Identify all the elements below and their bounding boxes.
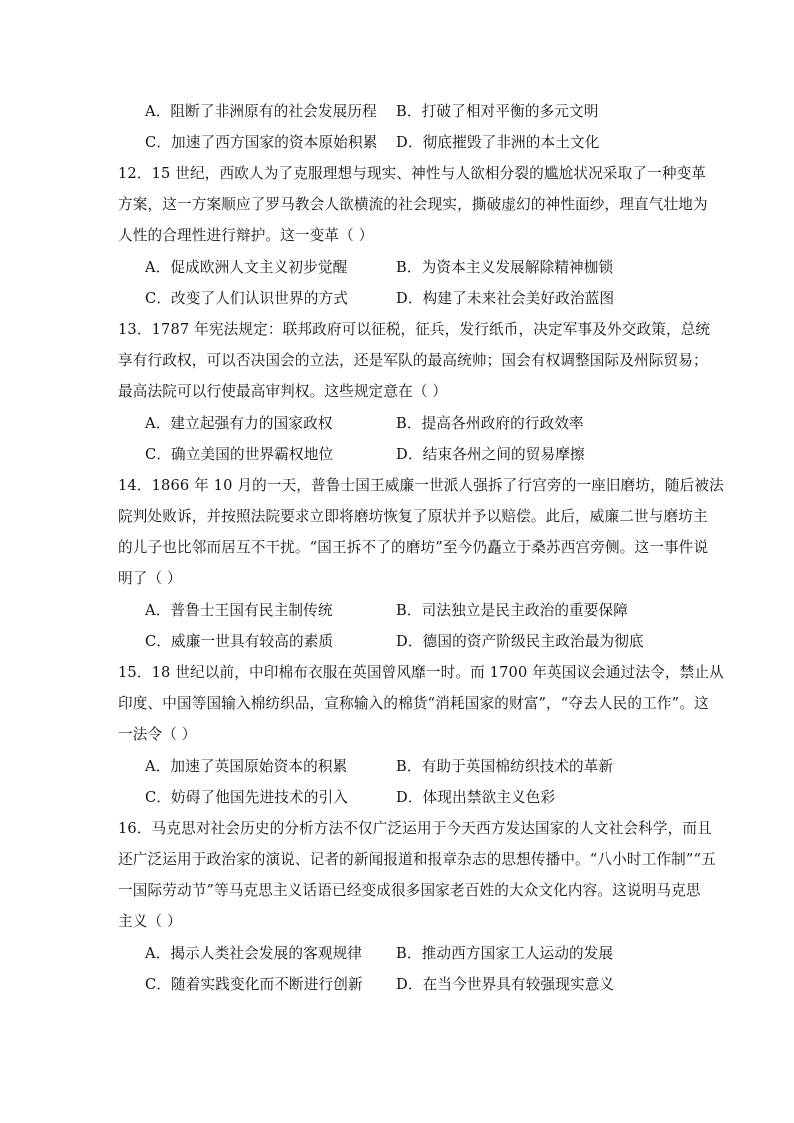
- q15-stem-line: 印度、中国等国输入棉纺织品，宣称输入的棉货“消耗国家的财富”，“夺去人民的工作”。这: [118, 695, 709, 712]
- q16-stem-line: 16．马克思对社会历史的分析方法不仅广泛运用于今天西方发达国家的人文社会科学，而且: [118, 820, 712, 837]
- q16-stem-line: 还广泛运用于政治家的演说、记者的新闻报道和报章杂志的思想传播中。“八小时工作制”“五: [118, 851, 716, 868]
- q13-option-c: C．确立美国的世界霸权地位: [145, 446, 334, 463]
- q13-option-d: D．结束各州之间的贸易摩擦: [396, 446, 585, 463]
- q16-option-a: A．揭示人类社会发展的客观规律: [145, 945, 363, 962]
- q14-option-b: B．司法独立是民主政治的重要保障: [396, 602, 629, 619]
- q16-stem-line: 一国际劳动节”等马克思主义话语已经变成很多国家老百姓的大众文化内容。这说明马克思: [118, 882, 701, 899]
- q12-option-b: B．为资本主义发展解除精神枷锁: [396, 259, 614, 276]
- q11-option-a: A．阻断了非洲原有的社会发展历程: [145, 103, 377, 120]
- q16-option-c: C．随着实践变化而不断进行创新: [145, 976, 363, 993]
- q13-stem-line: 最高法院可以行使最高审判权。这些规定意在（ ）: [118, 383, 448, 400]
- q12-option-c: C．改变了人们认识世界的方式: [145, 290, 348, 307]
- q15-option-b: B．有助于英国棉纺织技术的革新: [396, 758, 614, 775]
- q14-option-a: A．普鲁士王国有民主制传统: [145, 602, 333, 619]
- q13-option-b: B．提高各州政府的行政效率: [396, 415, 584, 432]
- q14-stem-line: 14．1866 年 10 月的一天，普鲁士国王威廉一世派人强拆了行宫旁的一座旧磨坊，随后被法: [118, 477, 724, 494]
- q13-stem-line: 享有行政权，可以否决国会的立法，还是军队的最高统帅；国会有权调整国际及州际贸易；: [118, 352, 708, 369]
- q15-option-c: C．妨碍了他国先进技术的引入: [145, 789, 348, 806]
- q12-option-d: D．构建了未来社会美好政治蓝图: [396, 290, 615, 307]
- q16-option-b: B．推动西方国家工人运动的发展: [396, 945, 614, 962]
- q13-stem-line: 13．1787 年宪法规定：联邦政府可以征税，征兵，发行纸币，决定军事及外交政策，总统: [118, 321, 711, 338]
- q14-stem-line: 的儿子也比邻而居互不干扰。“国王拆不了的磨坊”至今仍矗立于桑苏西宫旁侧。这一事件说: [118, 539, 709, 556]
- q16-option-d: D．在当今世界具有较强现实意义: [396, 976, 615, 993]
- q13-option-a: A．建立起强有力的国家政权: [145, 415, 333, 432]
- q14-stem-line: 明了（ ）: [118, 570, 182, 587]
- q11-option-c: C．加速了西方国家的资本原始积累: [145, 134, 378, 151]
- q15-stem-line: 15．18 世纪以前，中印棉布衣服在英国曾风靡一时。而 1700 年英国议会通过法令，禁止从: [118, 664, 724, 681]
- q11-option-d: D．彻底摧毁了非洲的本土文化: [396, 134, 600, 151]
- q12-stem-line: 人性的合理性进行辩护。这一变革（ ）: [118, 227, 374, 244]
- q15-option-d: D．体现出禁欲主义色彩: [396, 789, 556, 806]
- q12-option-a: A．促成欧洲人文主义初步觉醒: [145, 259, 348, 276]
- q14-option-d: D．德国的资产阶级民主政治最为彻底: [396, 633, 644, 650]
- q16-stem-line: 主义（ ）: [118, 913, 182, 930]
- q12-stem-line: 方案，这一方案顺应了罗马教会人欲横流的社会现实，撕破虚幻的神性面纱，理直气壮地为: [118, 196, 708, 213]
- q15-option-a: A．加速了英国原始资本的积累: [145, 758, 348, 775]
- q12-stem-line: 12．15 世纪，西欧人为了克服理想与现实、神性与人欲相分裂的尴尬状况采取了一种变革: [118, 165, 707, 182]
- q14-option-c: C．威廉一世具有较高的素质: [145, 633, 334, 650]
- q15-stem-line: 一法令（ ）: [118, 726, 197, 743]
- q11-option-b: B．打破了相对平衡的多元文明: [396, 103, 599, 120]
- q14-stem-line: 院判处败诉，并按照法院要求立即将磨坊恢复了原状并予以赔偿。此后，威廉二世与磨坊主: [118, 508, 708, 525]
